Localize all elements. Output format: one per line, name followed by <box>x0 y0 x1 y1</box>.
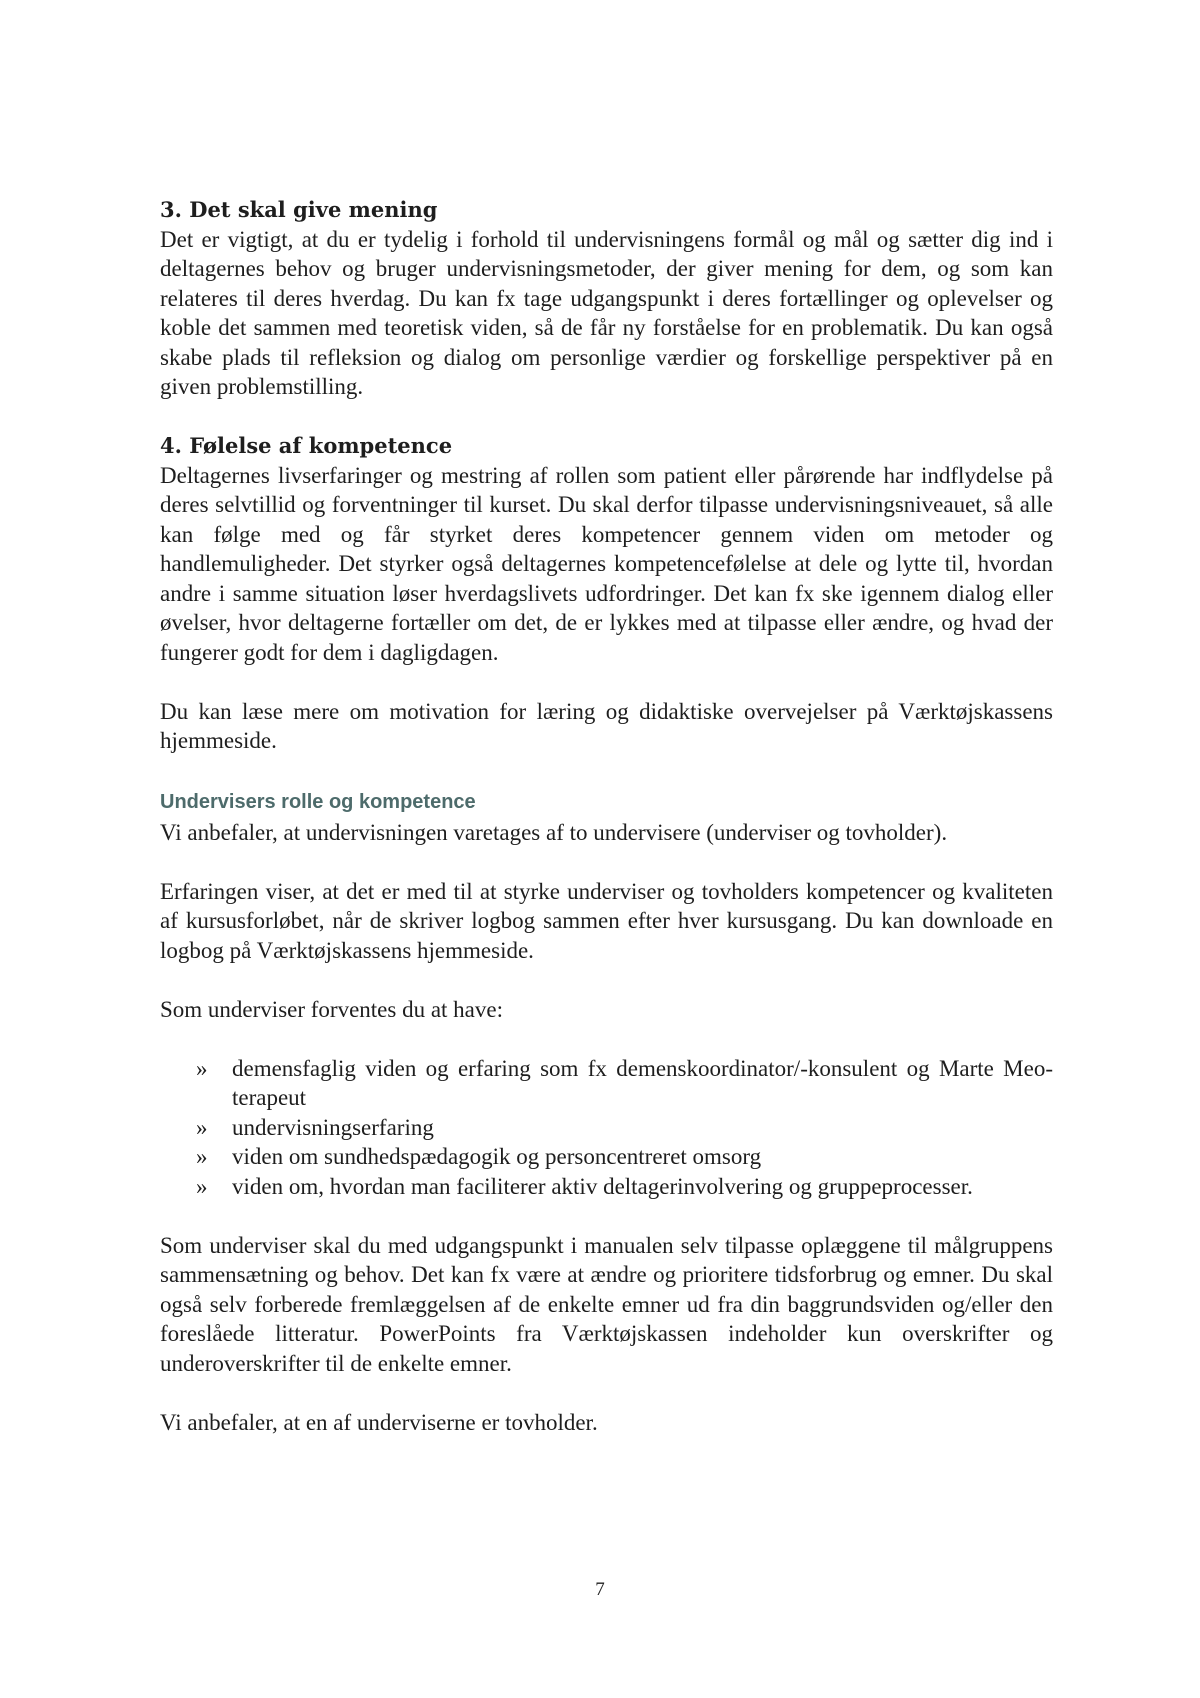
section-4-heading: 4. Følelse af kompetence <box>160 433 453 458</box>
section-4-paragraph: Deltagernes livserfaringer og mestring af rollen som patient eller pårørende har indflydelse på deres selvtillid og forventninger til kurset. Du skal derfor tilpasse undervisningsniveauet, så alle kan følge med og får styrket deres kompetencer gennem viden om metoder og handlemuligheder. Det styrker også deltagernes kompetencefølelse at dele og lytte til, hvordan andre i samme situation løser hverdagslivets udfordringer. Det kan fx ske igennem dialog eller øvelser, hvor deltagerne fortæller om det, de er lykkes med at tilpasse eller ændre, og hvad der fungerer godt for dem i dagligdagen. <box>160 462 1053 665</box>
list-item <box>160 1142 1053 1172</box>
list-item <box>160 1054 1053 1113</box>
list-item <box>160 1172 1053 1202</box>
read-more-paragraph: Du kan læse mere om motivation for læring og didaktiske overvejelser på Værktøjskassens hjemmeside. <box>160 698 1053 753</box>
page-number: 7 <box>595 1579 605 1600</box>
spacer <box>160 756 1053 786</box>
spacer <box>160 847 1053 877</box>
role-paragraph-4: Som underviser skal du med udgangspunkt i manualen selv tilpasse oplæggene til målgruppens sammensætning og behov. Det kan fx være at ændre og prioritere tidsforbrug og emner. Du skal også selv forberede fremlæggelsen af de enkelte emner ud fra din baggrundsviden og/eller den foreslåede litteratur. PowerPoints fra Værktøjskassen indeholder kun overskrifter og underoverskrifter til de enkelte emner. <box>160 1232 1053 1376</box>
bullet-icon: » <box>196 1173 208 1199</box>
role-paragraph-5: Vi anbefaler, at en af underviserne er tovholder. <box>160 1409 598 1435</box>
role-paragraph-2: Erfaringen viser, at det er med til at styrke underviser og tovholders kompetencer og kvaliteten af kursusforløbet, når de skriver logbog sammen efter hver kursusgang. Du kan downloade en logbog på Værktøjskassens hjemmeside. <box>160 878 1053 963</box>
list-item-text: demensfaglig viden og erfaring som fx demenskoordinator/-konsulent og Marte Meo-terapeut <box>232 1055 1053 1110</box>
role-subheading: Undervisers rolle og kompetence <box>160 791 476 813</box>
list-item-text: viden om, hvordan man faciliterer aktiv deltagerinvolvering og gruppeprocesser. <box>232 1173 973 1199</box>
role-paragraph-3: Som underviser forventes du at have: <box>160 996 503 1022</box>
list-item-text: undervisningserfaring <box>232 1114 434 1140</box>
spacer <box>160 1201 1053 1231</box>
section-3-heading: 3. Det skal give mening <box>160 197 438 222</box>
spacer <box>160 402 1053 432</box>
section-3-paragraph: Det er vigtigt, at du er tydelig i forhold til undervisningens formål og mål og sætter dig ind i deltagernes behov og bruger undervisningsmetoder, der giver mening for dem, og som kan relateres til deres hverdag. Du kan fx tage udgangspunkt i deres fortællinger og oplevelser og koble det sammen med teoretisk viden, så de får ny forståelse for en problematik. Du kan også skabe plads til refleksion og dialog om personlige værdier og forskellige perspektiver på en given problemstilling. <box>160 226 1053 399</box>
spacer <box>160 1024 1053 1054</box>
spacer <box>160 1378 1053 1408</box>
page-content <box>160 195 1053 1437</box>
list-item-text: viden om sundhedspædagogik og personcentreret omsorg <box>232 1144 762 1169</box>
list-item <box>160 1113 1053 1143</box>
bullet-icon: » <box>196 1114 208 1140</box>
spacer <box>160 667 1053 697</box>
competence-list <box>160 1054 1053 1202</box>
bullet-icon: » <box>196 1055 208 1081</box>
bullet-icon: » <box>196 1144 208 1169</box>
role-paragraph-1: Vi anbefaler, at undervisningen varetages af to undervisere (underviser og tovholder). <box>160 819 948 845</box>
spacer <box>160 965 1053 995</box>
